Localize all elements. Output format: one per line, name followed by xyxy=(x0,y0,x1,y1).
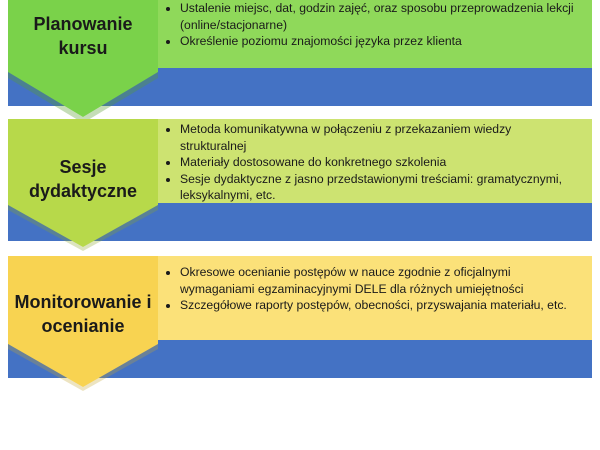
stage-monitoring-list xyxy=(168,264,574,314)
stage-planning-title: Planowanie kursu xyxy=(33,14,133,58)
stage-monitoring xyxy=(8,256,592,391)
stage-planning xyxy=(8,0,592,125)
list-item: • Określenie poziomu znajomości języka przez klienta xyxy=(180,33,574,50)
stage-sessions-title: Sesje dydaktyczne xyxy=(28,157,138,201)
stage-monitoring-title: Monitorowanie i ocenianie xyxy=(14,292,152,336)
stage-planning-list xyxy=(168,0,574,50)
list-item: • Ustalenie miejsc, dat, godzin zajęć, oraz sposobu przeprowadzenia lekcji (online/stacjonarne) xyxy=(180,0,574,33)
list-item: • Okresowe ocenianie postępów w nauce zgodnie z oficjalnymi wymaganiami egzaminacyjnymi DELE dla różnych umiejętności xyxy=(180,264,574,297)
list-item: • Sesje dydaktyczne z jasno przedstawionymi treściami: gramatycznymi, leksykalnymi, etc. xyxy=(180,171,574,204)
stage-sessions-list xyxy=(168,121,574,204)
list-item: • Metoda komunikatywna w połączeniu z przekazaniem wiedzy strukturalnej xyxy=(180,121,574,154)
stage-sessions xyxy=(8,119,592,251)
list-item: • Materiały dostosowane do konkretnego szkolenia xyxy=(180,154,574,171)
list-item: • Szczegółowe raporty postępów, obecności, przyswajania materiału, etc. xyxy=(180,297,574,314)
